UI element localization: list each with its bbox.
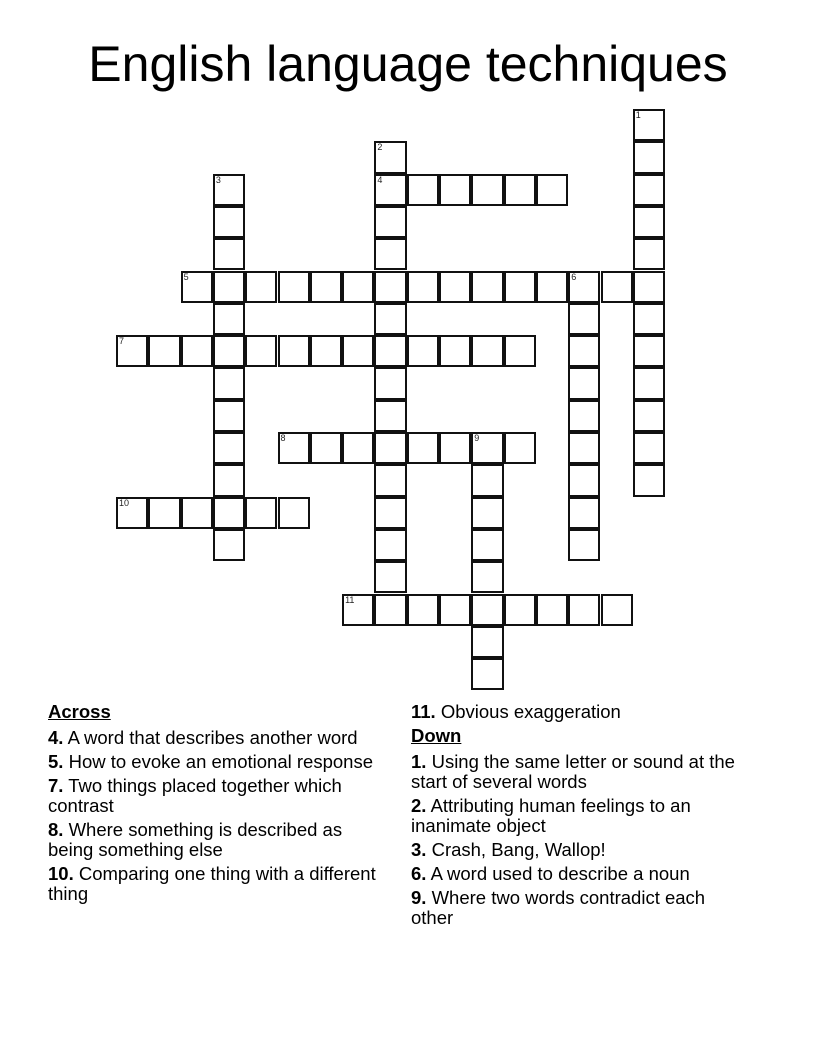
grid-cell[interactable] [568,303,600,335]
grid-cell[interactable] [374,141,406,173]
grid-cell[interactable] [601,271,633,303]
grid-cell[interactable] [374,561,406,593]
grid-cell[interactable] [407,271,439,303]
grid-cell[interactable] [374,432,406,464]
grid-cell[interactable] [278,432,310,464]
clue-number: 6. [411,863,427,884]
grid-cell[interactable] [633,238,665,270]
clue-number: 9. [411,887,427,908]
grid-cell[interactable] [278,271,310,303]
grid-cell[interactable] [568,400,600,432]
clue-down-3 [411,840,751,860]
grid-cell[interactable] [181,335,213,367]
grid-cell[interactable] [245,497,277,529]
grid-cell[interactable] [245,271,277,303]
clue-text: A word that describes another word [67,727,358,748]
grid-cell[interactable] [439,335,471,367]
grid-cell[interactable] [342,271,374,303]
grid-cell[interactable] [504,271,536,303]
grid-cell[interactable] [213,400,245,432]
grid-cell[interactable] [407,335,439,367]
grid-cell[interactable] [310,432,342,464]
grid-cell[interactable] [568,497,600,529]
clue-text: Obvious exaggeration [440,701,621,722]
grid-cell[interactable] [633,271,665,303]
grid-cell[interactable] [374,335,406,367]
grid-cell[interactable] [374,174,406,206]
clue-text: Crash, Bang, Wallop! [431,839,606,860]
grid-cell[interactable] [407,432,439,464]
clue-text: Where two words contradict each other [411,887,706,928]
grid-cell[interactable] [568,464,600,496]
grid-cell[interactable] [213,464,245,496]
clues-column-right [411,702,751,932]
grid-cell[interactable] [213,238,245,270]
grid-cell[interactable] [374,400,406,432]
clue-across-11 [411,702,751,722]
grid-cell[interactable] [213,271,245,303]
grid-cell[interactable] [633,400,665,432]
grid-cell[interactable] [407,594,439,626]
clue-number: 7. [48,775,64,796]
grid-cell[interactable] [310,271,342,303]
grid-cell[interactable] [568,367,600,399]
cell-number: 8 [280,433,286,443]
clue-across-7 [48,776,378,816]
clue-text: Where something is described as being something else [48,819,343,860]
grid-cell[interactable] [342,432,374,464]
grid-cell[interactable] [568,335,600,367]
grid-cell[interactable] [213,335,245,367]
cell-number: 11 [345,594,355,605]
grid-cell[interactable] [471,529,503,561]
grid-cell[interactable] [504,335,536,367]
down-heading: Down [411,725,462,746]
grid-cell[interactable] [504,174,536,206]
grid-cell[interactable] [504,432,536,464]
clue-text: Attributing human feelings to an inanimate object [411,795,691,836]
cell-number: 2 [377,142,383,153]
clue-text: Two things placed together which contrast [48,775,342,816]
grid-cell[interactable] [471,497,503,529]
grid-cell[interactable] [374,367,406,399]
across-heading: Across [48,701,111,722]
grid-cell[interactable] [471,271,503,303]
clue-down-1 [411,752,751,792]
grid-cell[interactable] [471,561,503,593]
clue-number: 8. [48,819,64,840]
grid-cell[interactable] [374,529,406,561]
grid-cell[interactable] [633,432,665,464]
grid-cell[interactable] [278,497,310,529]
clue-down-2 [411,796,751,836]
clue-number: 1. [411,751,427,772]
grid-cell[interactable] [439,271,471,303]
grid-cell[interactable] [374,206,406,238]
grid-cell[interactable] [116,497,148,529]
grid-cell[interactable] [374,303,406,335]
grid-cell[interactable] [213,497,245,529]
cell-number: 6 [571,271,577,282]
grid-cell[interactable] [471,594,503,626]
grid-cell[interactable] [407,174,439,206]
clue-text: A word used to describe a noun [430,863,690,884]
grid-cell[interactable] [568,529,600,561]
grid-cell[interactable] [633,141,665,173]
grid-cell[interactable] [471,626,503,658]
grid-cell[interactable] [278,335,310,367]
clue-down-6 [411,864,751,884]
grid-cell[interactable] [374,238,406,270]
grid-cell[interactable] [213,206,245,238]
grid-cell[interactable] [633,464,665,496]
cell-number: 5 [183,271,189,282]
grid-cell[interactable] [568,271,600,303]
clue-across-8 [48,820,378,860]
grid-cell[interactable] [633,109,665,141]
grid-cell[interactable] [213,174,245,206]
clue-across-5 [48,752,378,772]
clue-number: 5. [48,751,64,772]
cell-number: 10 [119,497,130,508]
grid-cell[interactable] [374,497,406,529]
clues-column-left [48,702,378,908]
grid-cell[interactable] [374,594,406,626]
grid-cell[interactable] [213,529,245,561]
grid-cell[interactable] [116,335,148,367]
grid-cell[interactable] [148,335,180,367]
grid-cell[interactable] [181,497,213,529]
grid-cell[interactable] [536,174,568,206]
grid-cell[interactable] [536,594,568,626]
clue-text: Comparing one thing with a different thing [48,863,376,904]
clue-across-4 [48,728,378,748]
grid-cell[interactable] [374,464,406,496]
grid-cell[interactable] [568,594,600,626]
grid-cell[interactable] [633,367,665,399]
clue-number: 4. [48,727,64,748]
cell-number: 1 [635,110,641,120]
grid-cell[interactable] [342,335,374,367]
clue-number: 2. [411,795,427,816]
cell-number: 3 [215,174,221,185]
grid-cell[interactable] [213,367,245,399]
grid-cell[interactable] [439,594,471,626]
clue-number: 11. [411,701,436,722]
puzzle-title: English language techniques [88,36,728,92]
clue-number: 10. [48,863,74,884]
grid-cell[interactable] [471,432,503,464]
grid-cell[interactable] [213,432,245,464]
clue-down-9 [411,888,751,928]
grid-cell[interactable] [633,174,665,206]
grid-cell[interactable] [536,271,568,303]
cell-number: 9 [474,433,480,443]
grid-cell[interactable] [504,594,536,626]
cell-number: 4 [377,174,383,185]
grid-cell[interactable] [374,271,406,303]
grid-cell[interactable] [633,206,665,238]
grid-cell[interactable] [471,174,503,206]
grid-cell[interactable] [310,335,342,367]
grid-cell[interactable] [245,335,277,367]
grid-cell[interactable] [633,335,665,367]
grid-cell[interactable] [439,432,471,464]
clue-across-10 [48,864,378,904]
grid-cell[interactable] [633,303,665,335]
grid-cell[interactable] [342,594,374,626]
grid-cell[interactable] [181,271,213,303]
grid-cell[interactable] [471,658,503,690]
grid-cell[interactable] [568,432,600,464]
clue-text: Using the same letter or sound at the start of several words [411,751,735,792]
grid-cell[interactable] [148,497,180,529]
clue-text: How to evoke an emotional response [68,751,373,772]
clue-number: 3. [411,839,427,860]
grid-cell[interactable] [471,335,503,367]
grid-cell[interactable] [601,594,633,626]
grid-cell[interactable] [439,174,471,206]
cell-number: 7 [119,336,125,347]
grid-cell[interactable] [213,303,245,335]
grid-cell[interactable] [471,464,503,496]
